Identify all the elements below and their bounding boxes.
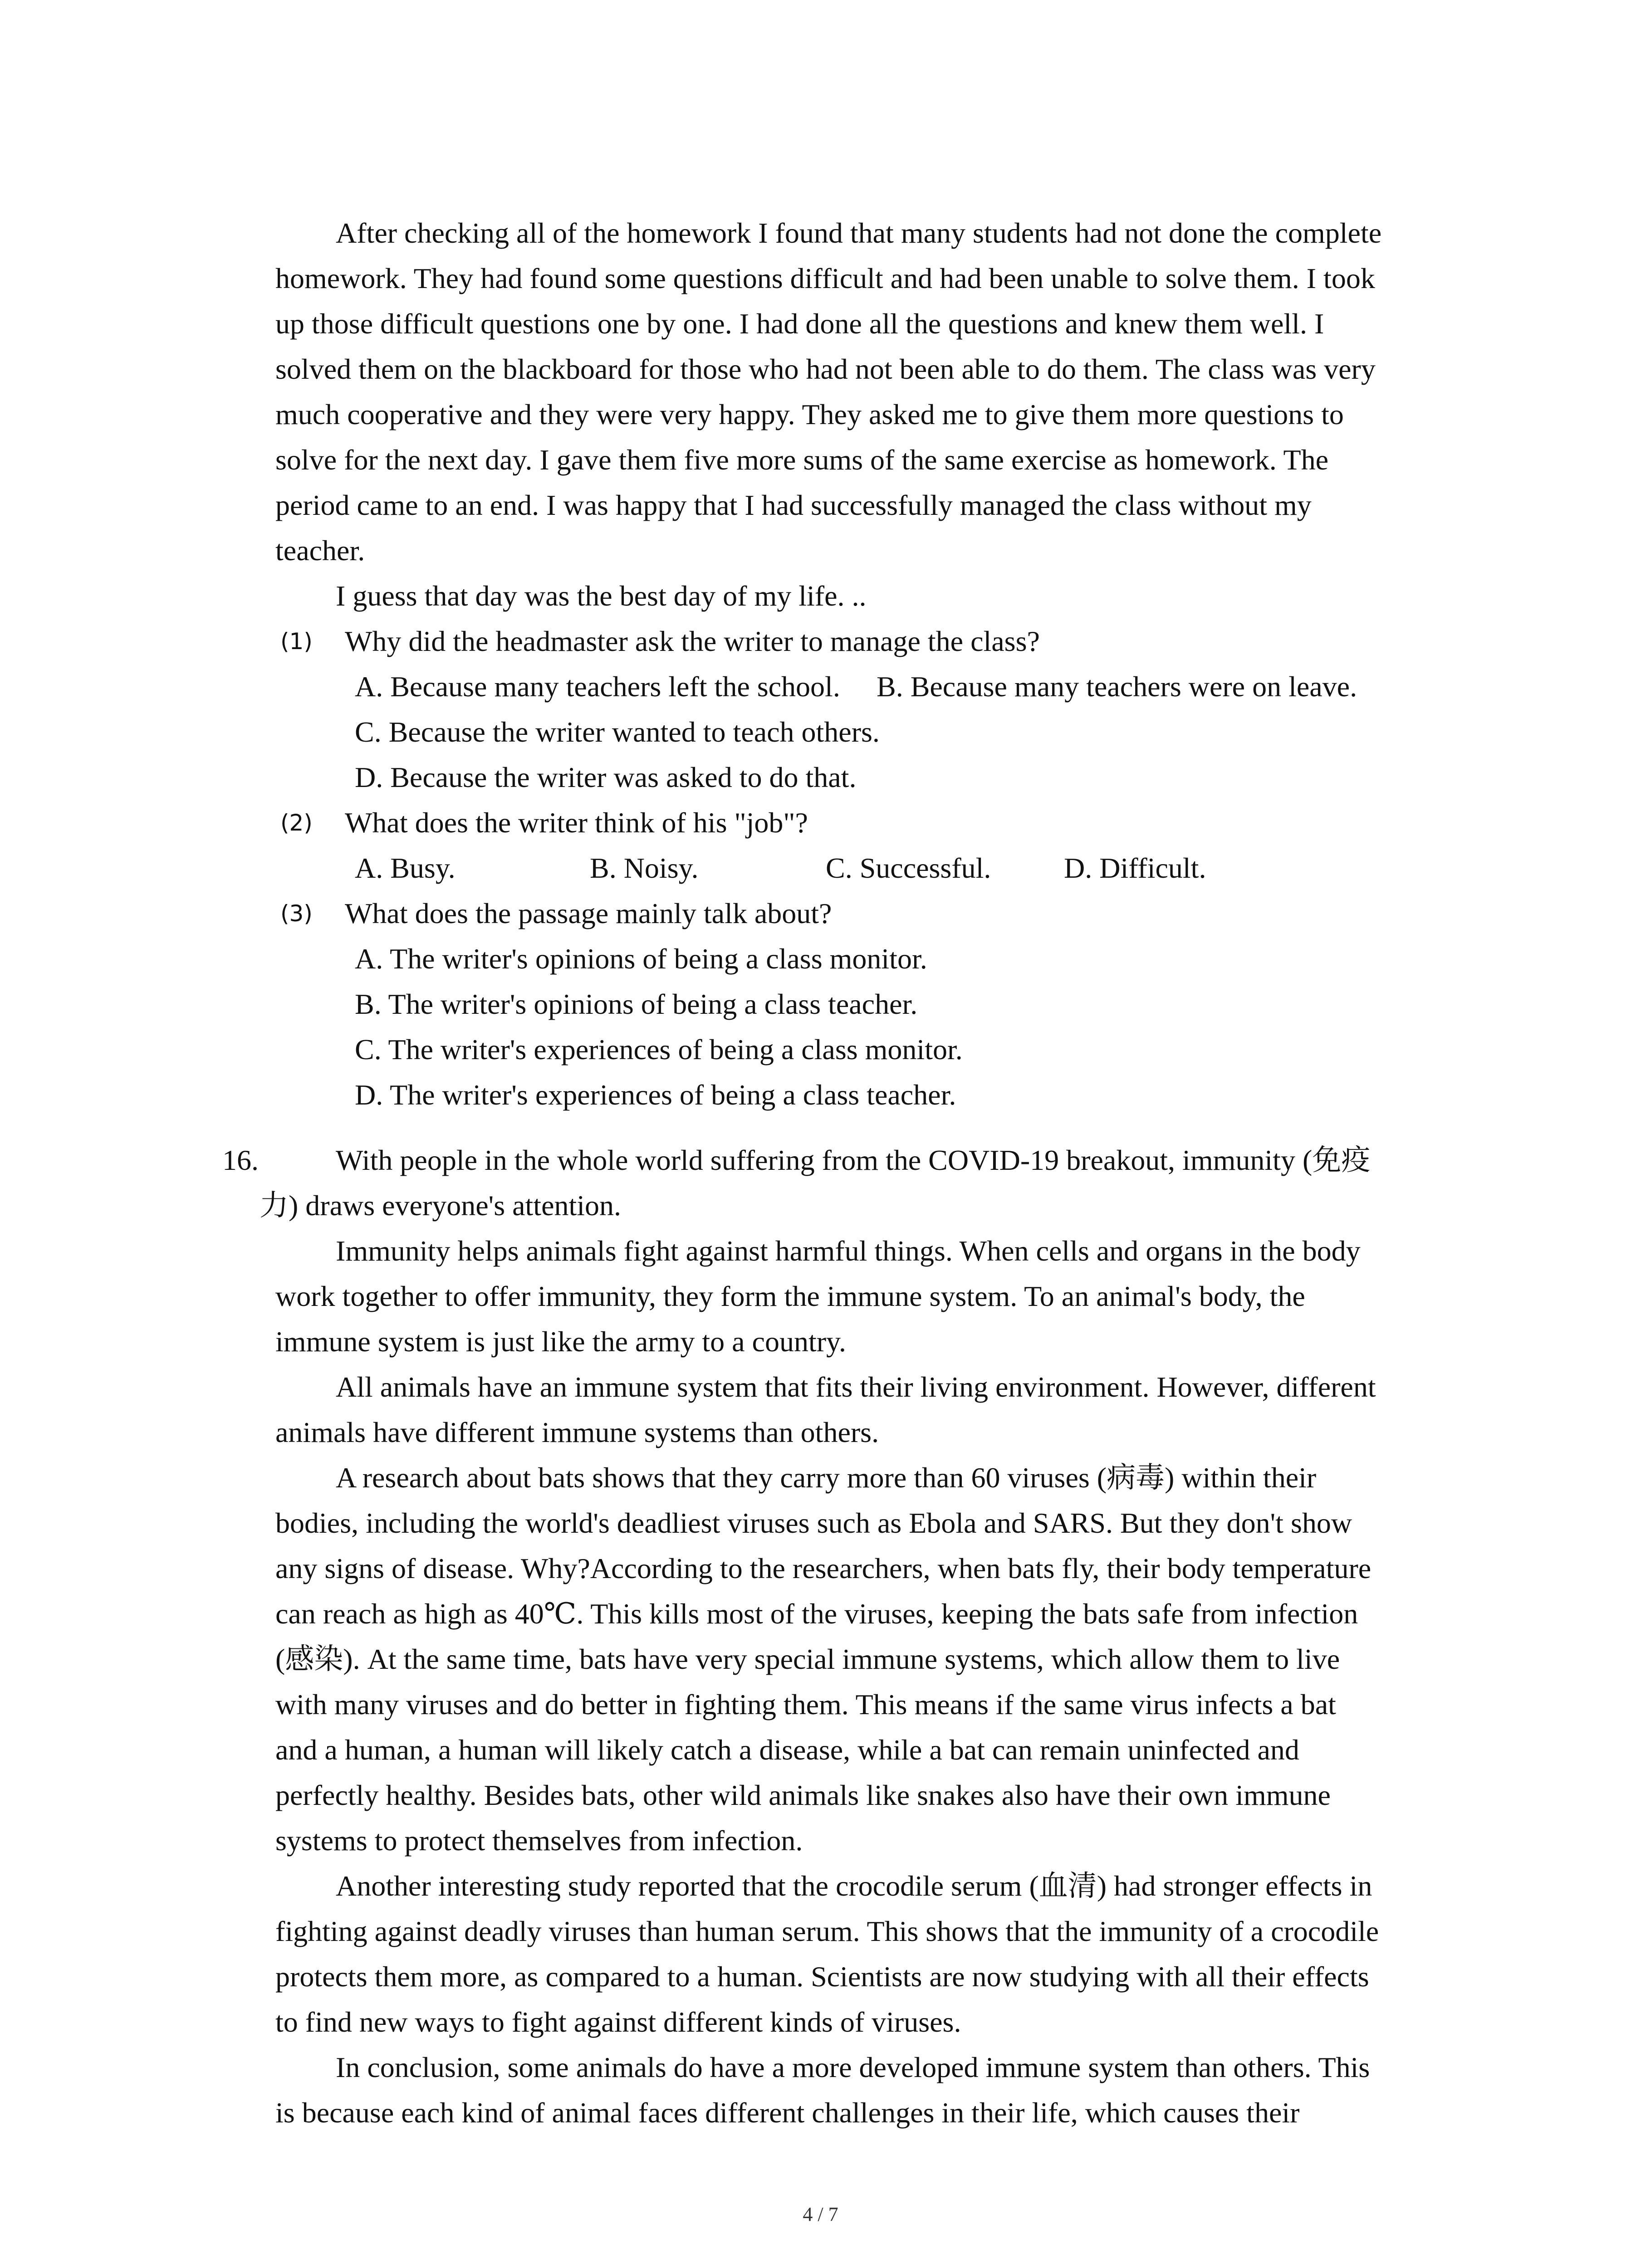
answer-option: C. The writer's experiences of being a class monitor. [355, 1033, 963, 1066]
passage-line: homework. They had found some questions difficult and had been unable to solve them. I took [275, 262, 1375, 294]
passage-line: In conclusion, some animals do have a more developed immune system than others. This [336, 2051, 1370, 2083]
passage-line: to find new ways to fight against different kinds of viruses. [275, 2006, 961, 2038]
passage-line: fighting against deadly viruses than human serum. This shows that the immunity of a crocodile [275, 1915, 1379, 1947]
passage-line: can reach as high as 40℃. This kills most of the viruses, keeping the bats safe from infection [275, 1598, 1358, 1630]
passage-line: systems to protect themselves from infection. [275, 1824, 803, 1857]
passage-line: After checking all of the homework I found that many students had not done the complete [336, 217, 1382, 249]
passage-line: Immunity helps animals fight against harmful things. When cells and organs in the body [336, 1235, 1361, 1267]
passage-line: solved them on the blackboard for those who had not been able to do them. The class was very [275, 353, 1376, 385]
answer-option: B. The writer's opinions of being a class teacher. [355, 988, 918, 1020]
answer-option: A. Because many teachers left the school. [355, 670, 840, 703]
question-number: (3) [280, 900, 313, 927]
question-number-16: 16. [222, 1144, 259, 1176]
passage-line: solve for the next day. I gave them five more sums of the same exercise as homework. The [275, 444, 1329, 476]
answer-option: D. Difficult. [1064, 852, 1206, 884]
passage-line: immune system is just like the army to a country. [275, 1325, 846, 1358]
answer-option: A. The writer's opinions of being a class monitor. [355, 943, 927, 975]
answer-option: B. Because many teachers were on leave. [877, 670, 1357, 703]
passage-line: perfectly healthy. Besides bats, other wild animals like snakes also have their own immune [275, 1779, 1331, 1811]
question-stem: What does the writer think of his "job"? [345, 807, 808, 839]
answer-option: C. Because the writer wanted to teach others. [355, 716, 880, 748]
passage-line: and a human, a human will likely catch a disease, while a bat can remain uninfected and [275, 1734, 1299, 1766]
answer-option: D. The writer's experiences of being a class teacher. [355, 1079, 956, 1111]
passage-line: animals have different immune systems than others. [275, 1416, 879, 1448]
answer-option: A. Busy. [355, 852, 456, 884]
passage-line: teacher. [275, 534, 365, 567]
answer-option: B. Noisy. [590, 852, 699, 884]
passage-line: work together to offer immunity, they form the immune system. To an animal's body, the [275, 1280, 1305, 1312]
passage-line: 力) draws everyone's attention. [260, 1189, 622, 1222]
question-number: (2) [280, 810, 313, 836]
passage-line: (感染). At the same time, bats have very special immune systems, which allow them to live [275, 1643, 1340, 1675]
question-number: (1) [280, 628, 313, 655]
passage-line: bodies, including the world's deadliest viruses such as Ebola and SARS. But they don't show [275, 1507, 1352, 1539]
passage-line: period came to an end. I was happy that I had successfully managed the class without my [275, 489, 1312, 521]
question-stem: What does the passage mainly talk about? [345, 897, 832, 929]
passage-line: much cooperative and they were very happy. They asked me to give them more questions to [275, 398, 1344, 430]
passage-line: is because each kind of animal faces different challenges in their life, which causes their [275, 2097, 1300, 2129]
answer-option: C. Successful. [826, 852, 991, 884]
passage-line: All animals have an immune system that fits their living environment. However, different [336, 1371, 1376, 1403]
passage-line: with many viruses and do better in fighting them. This means if the same virus infects a bat [275, 1688, 1336, 1721]
passage-line: I guess that day was the best day of my life. .. [336, 580, 867, 612]
passage-line: With people in the whole world suffering from the COVID-19 breakout, immunity (免疫 [336, 1144, 1371, 1176]
passage-line: any signs of disease. Why?According to the researchers, when bats fly, their body temperature [275, 1552, 1372, 1584]
passage-line: protects them more, as compared to a human. Scientists are now studying with all their effects [275, 1960, 1369, 1993]
passage-line: up those difficult questions one by one. I had done all the questions and knew them well. I [275, 308, 1324, 340]
page-number: 4 / 7 [803, 2203, 838, 2225]
passage-line: Another interesting study reported that the crocodile serum (血清) had stronger effects in [336, 1870, 1372, 1902]
question-stem: Why did the headmaster ask the writer to manage the class? [345, 625, 1040, 657]
answer-option: D. Because the writer was asked to do that. [355, 761, 857, 793]
passage-line: A research about bats shows that they carry more than 60 viruses (病毒) within their [336, 1461, 1317, 1494]
